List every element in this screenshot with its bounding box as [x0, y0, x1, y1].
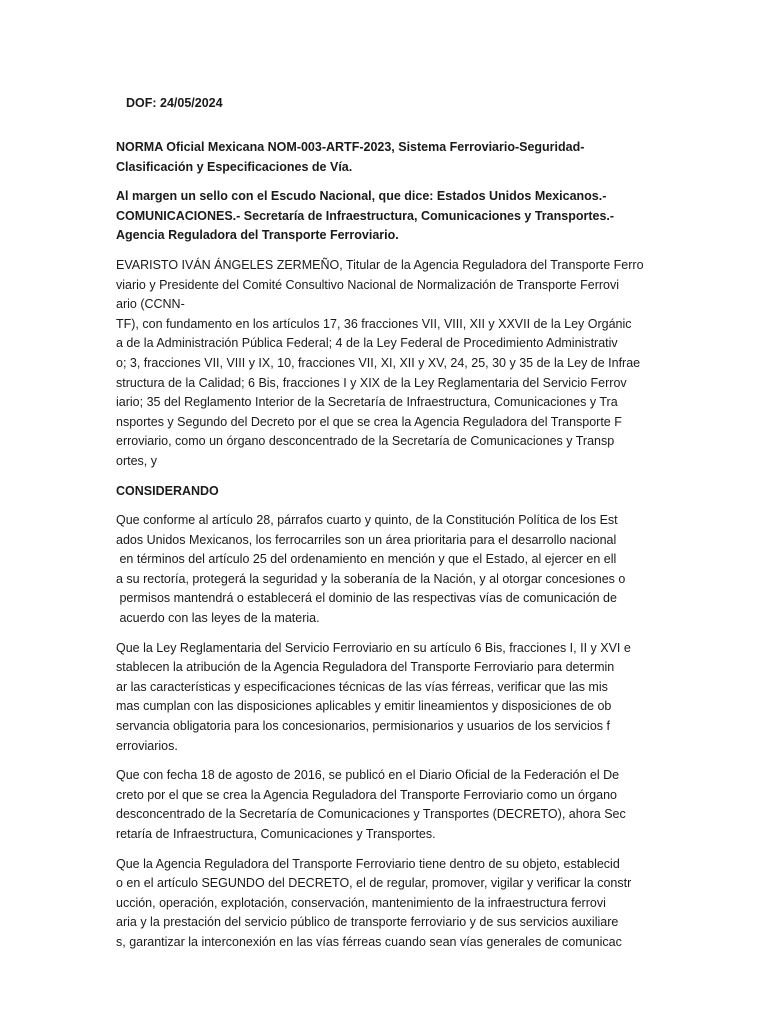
considerando-paragraph-1: [116, 511, 656, 629]
text-line: erroviario, como un órgano desconcentrado de la Secretaría de Comunicaciones y Transp: [116, 434, 615, 449]
document-title: [116, 138, 656, 177]
considerando-paragraph-4: [116, 855, 656, 953]
text-line: retaría de Infraestructura, Comunicaciones y Transportes.: [116, 827, 436, 841]
text-line: Que conforme al artículo 28, párrafos cuarto y quinto, de la Constitución Política de los Est: [116, 513, 618, 528]
text-line: a su rectoría, protegerá la seguridad y la soberanía de la Nación, y al otorgar concesiones o: [116, 571, 626, 586]
considerando-paragraph-2: [116, 639, 656, 757]
text-line: creto por el que se crea la Agencia Reguladora del Transporte Ferroviario como un órgano: [116, 787, 617, 802]
intro-paragraph: [116, 256, 656, 472]
text-line: COMUNICACIONES.- Secretaría de Infraestructura, Comunicaciones y Transportes.-: [116, 208, 615, 223]
text-line: stablecen la atribución de la Agencia Reguladora del Transporte Ferroviario para determin: [116, 660, 615, 675]
text-line: ados Unidos Mexicanos, los ferrocarriles son un área prioritaria para el desarrollo nacional: [116, 532, 617, 547]
text-line: ortes, y: [116, 453, 157, 468]
text-line: Que la Agencia Reguladora del Transporte Ferroviario tiene dentro de su objeto, establecid: [116, 856, 620, 871]
text-line: NORMA Oficial Mexicana NOM-003-ARTF-2023, Sistema Ferroviario-Seguridad-: [116, 140, 585, 154]
text-line: iario; 35 del Reglamento Interior de la Secretaría de Infraestructura, Comunicaciones y Tra: [116, 395, 618, 410]
text-line: ario (CCNN-: [116, 297, 185, 312]
text-line: mas cumplan con las disposiciones aplicables y emitir lineamientos y disposiciones de ob: [116, 699, 612, 714]
dof-date: DOF: 24/05/2024: [126, 96, 223, 110]
text-line: o en el artículo SEGUNDO del DECRETO, el de regular, promover, vigilar y verificar la constr: [116, 876, 632, 891]
text-line: aria y la prestación del servicio público de transporte ferroviario y de sus servicios auxiliare: [116, 915, 619, 930]
text-line: o; 3, fracciones VII, VIII y IX, 10, fracciones VII, XI, XII y XV, 24, 25, 30 y 35 de la Ley de Infrae: [116, 355, 641, 370]
text-line: acuerdo con las leyes de la materia.: [116, 611, 320, 626]
text-line: desconcentrado de la Secretaría de Comunicaciones y Transportes (DECRETO), ahora Sec: [116, 807, 626, 822]
considerando-heading: CONSIDERANDO: [116, 483, 219, 498]
text-line: structura de la Calidad; 6 Bis, fracciones I y XIX de la Ley Reglamentaria del Servicio Ferrov: [116, 375, 627, 390]
text-line: Agencia Reguladora del Transporte Ferroviario.: [116, 228, 399, 243]
text-line: permisos mantendrá o establecerá el dominio de las respectivas vías de comunicación de: [116, 591, 617, 606]
text-line: a de la Administración Pública Federal; 4 de la Ley Federal de Procedimiento Administrativ: [116, 336, 618, 351]
text-line: erroviarios.: [116, 738, 178, 753]
text-line: ar las características y especificaciones técnicas de las vías férreas, verificar que las mis: [116, 679, 608, 694]
text-line: Que con fecha 18 de agosto de 2016, se publicó en el Diario Oficial de la Federación el De: [116, 768, 620, 783]
considerando-paragraph-3: [116, 766, 656, 844]
document-body: [116, 138, 656, 963]
text-line: Clasificación y Especificaciones de Vía.: [116, 159, 353, 174]
text-line: s, garantizar la interconexión en las vías férreas cuando sean vías generales de comunicac: [116, 934, 622, 949]
seal-paragraph: [116, 187, 656, 246]
text-line: nsportes y Segundo del Decreto por el que se crea la Agencia Reguladora del Transporte F: [116, 414, 622, 429]
text-line: Que la Ley Reglamentaria del Servicio Ferroviario en su artículo 6 Bis, fracciones I, II y XVI e: [116, 640, 631, 655]
text-line: TF), con fundamento en los artículos 17, 36 fracciones VII, VIII, XII y XXVII de la Ley Orgánic: [116, 316, 632, 331]
text-line: Al margen un sello con el Escudo Nacional, que dice: Estados Unidos Mexicanos.-: [116, 189, 607, 204]
text-line: EVARISTO IVÁN ÁNGELES ZERMEÑO, Titular de la Agencia Reguladora del Transporte Ferro: [116, 257, 644, 272]
text-line: en términos del artículo 25 del ordenamiento en mención y que el Estado, al ejercer en ell: [116, 552, 617, 567]
text-line: servancia obligatoria para los concesionarios, permisionarios y usuarios de los servicios f: [116, 719, 610, 734]
text-line: viario y Presidente del Comité Consultivo Nacional de Normalización de Transporte Ferrovi: [116, 277, 620, 292]
text-line: ucción, operación, explotación, conservación, mantenimiento de la infraestructura ferrovi: [116, 895, 606, 910]
